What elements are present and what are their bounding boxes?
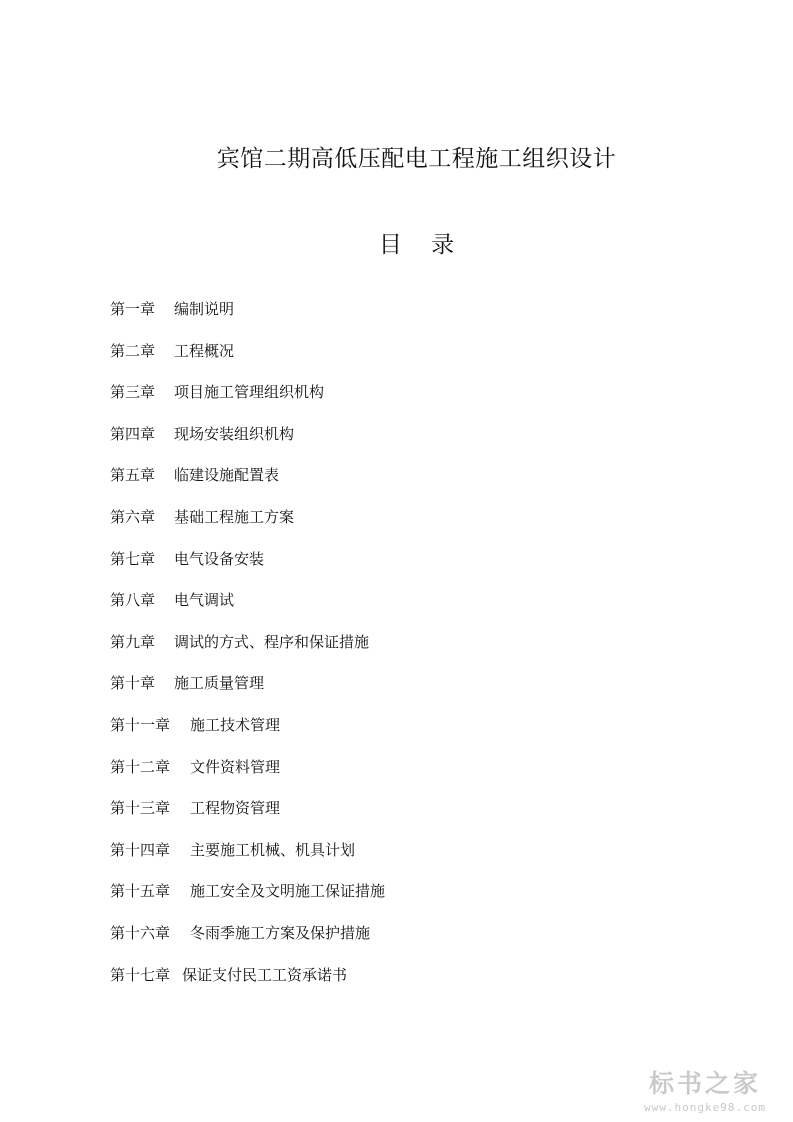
toc-item-3: [110, 379, 385, 421]
toc-item-16: [110, 920, 385, 962]
site-watermark: [625, 1069, 785, 1114]
toc-item-12: [110, 754, 385, 796]
toc-chapter-title: 主要施工机械、机具计划: [190, 840, 356, 859]
toc-item-14: [110, 837, 385, 879]
document-title: 宾馆二期高低压配电工程施工组织设计: [216, 146, 617, 172]
toc-chapter-title: 工程物资管理: [190, 799, 281, 818]
toc-item-7: [110, 546, 385, 588]
toc-chapter-number: 第五章: [110, 466, 156, 485]
toc-chapter-number: 第九章: [110, 632, 156, 651]
toc-item-13: [110, 795, 385, 837]
toc-chapter-title: 基础工程施工方案: [174, 507, 295, 526]
toc-chapter-title: 临建设施配置表: [174, 466, 280, 485]
toc-chapter-title: 施工技术管理: [190, 715, 281, 734]
toc-chapter-title: 施工质量管理: [174, 674, 265, 693]
toc-item-10: [110, 670, 385, 712]
toc-chapter-title: 现场安装组织机构: [174, 424, 295, 443]
toc-item-9: [110, 629, 385, 671]
toc-chapter-title: 电气调试: [174, 591, 235, 610]
toc-chapter-number: 第十二章: [110, 757, 171, 776]
toc-item-4: [110, 421, 385, 463]
toc-chapter-title: 项目施工管理组织机构: [174, 383, 325, 402]
toc-chapter-number: 第十六章: [110, 923, 171, 942]
toc-heading: 目 录: [378, 232, 455, 258]
toc-item-17: [110, 962, 385, 1004]
toc-chapter-title: 文件资料管理: [190, 757, 281, 776]
toc-chapter-number: 第十四章: [110, 840, 171, 859]
toc-item-15: [110, 878, 385, 920]
toc-item-11: [110, 712, 385, 754]
toc-chapter-number: 第八章: [110, 591, 156, 610]
toc-item-2: [110, 338, 385, 380]
toc-chapter-title: 冬雨季施工方案及保护措施: [190, 923, 371, 942]
toc-chapter-number: 第三章: [110, 383, 156, 402]
toc-item-5: [110, 462, 385, 504]
toc-item-1: [110, 296, 385, 338]
toc-chapter-title: 施工安全及文明施工保证措施: [190, 882, 386, 901]
toc-chapter-title: 调试的方式、程序和保证措施: [174, 632, 370, 651]
toc-chapter-title: 保证支付民工工资承诺书: [182, 965, 348, 984]
toc-chapter-number: 第六章: [110, 507, 156, 526]
toc-item-8: [110, 587, 385, 629]
toc-chapter-number: 第十七章: [110, 965, 171, 984]
toc-chapter-number: 第十一章: [110, 715, 171, 734]
toc-chapter-number: 第十五章: [110, 882, 171, 901]
toc-chapter-number: 第二章: [110, 341, 156, 360]
toc-chapter-title: 工程概况: [174, 341, 235, 360]
toc-chapter-title: 电气设备安装: [174, 549, 265, 568]
toc-chapter-number: 第七章: [110, 549, 156, 568]
table-of-contents: [110, 296, 385, 1003]
watermark-url: www.hongke98.com: [644, 1101, 766, 1114]
toc-chapter-title: 编制说明: [174, 300, 235, 318]
toc-chapter-number: 第一章: [110, 300, 156, 318]
toc-chapter-number: 第四章: [110, 424, 156, 443]
watermark-logo: 标书之家: [648, 1069, 761, 1098]
toc-chapter-number: 第十三章: [110, 799, 171, 818]
toc-chapter-number: 第十章: [110, 674, 156, 693]
toc-item-6: [110, 504, 385, 546]
